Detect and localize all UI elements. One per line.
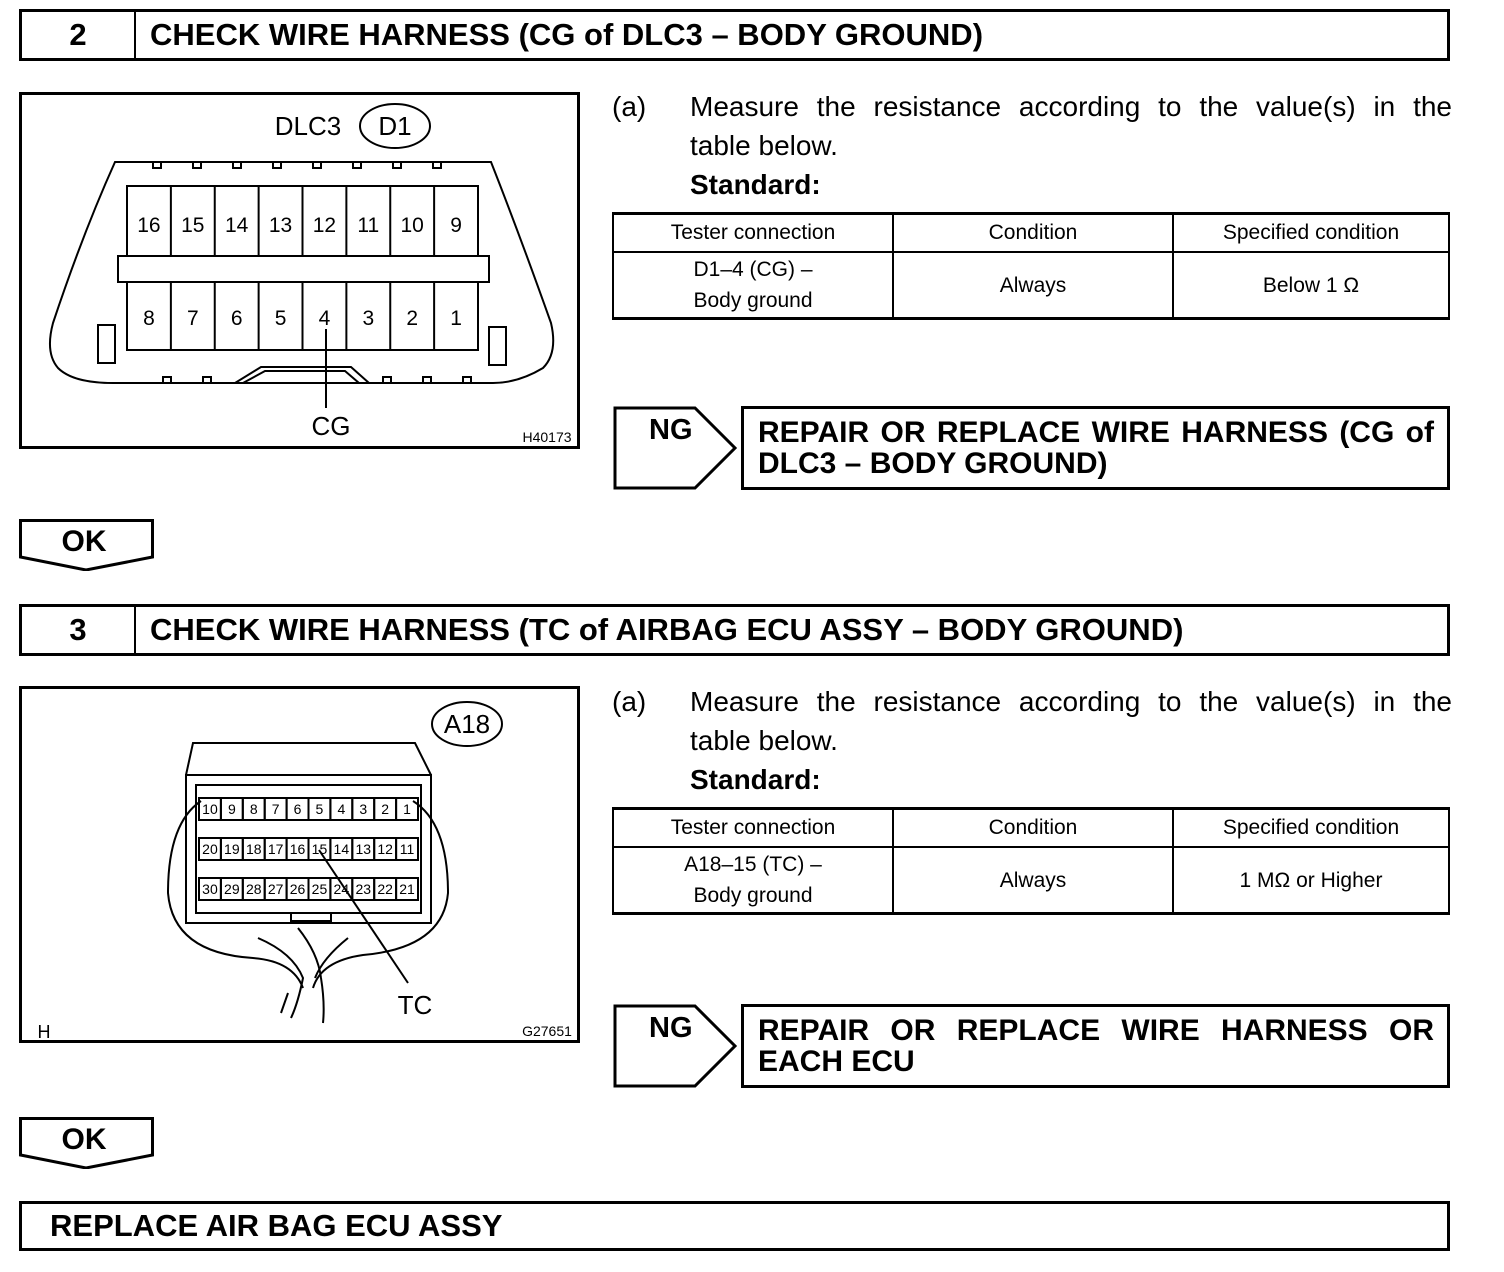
ng-action-line-2: DLC3 – BODY GROUND) bbox=[758, 447, 1108, 480]
pin-label: 5 bbox=[274, 307, 287, 330]
dlc3-connector-diagram bbox=[22, 95, 583, 452]
pin-label: 9 bbox=[227, 801, 236, 817]
pin-label: 16 bbox=[137, 214, 161, 237]
cell-condition: Always bbox=[893, 252, 1173, 319]
table-header-row bbox=[613, 809, 1449, 848]
standard-label: Standard: bbox=[690, 169, 821, 200]
header-tester-connection: Tester connection bbox=[613, 809, 893, 848]
ok-arrow bbox=[19, 519, 155, 571]
pin-label: 6 bbox=[293, 801, 302, 817]
instruction-label: (a) bbox=[612, 686, 647, 717]
step-3-instruction bbox=[612, 682, 1452, 802]
pin-label: 27 bbox=[267, 881, 284, 897]
ng-action-line-1: REPAIR OR REPLACE WIRE HARNESS (CG of bbox=[758, 416, 1434, 449]
pin-label: 4 bbox=[337, 801, 346, 817]
ok-label: OK bbox=[61, 1123, 107, 1156]
header-specified-condition: Specified condition bbox=[1173, 214, 1449, 253]
pin-label: 10 bbox=[202, 801, 218, 817]
pin-label: 11 bbox=[399, 841, 415, 857]
pin-label: 3 bbox=[359, 801, 368, 817]
pin-label: 1 bbox=[450, 307, 462, 330]
pin-label: 1 bbox=[403, 801, 411, 817]
header-condition: Condition bbox=[893, 809, 1173, 848]
instruction-line-2: table below. bbox=[690, 725, 838, 756]
table-row bbox=[613, 252, 1449, 319]
cell-tester-connection bbox=[613, 847, 893, 914]
ng-action-line-1: REPAIR OR REPLACE WIRE HARNESS OR bbox=[758, 1014, 1434, 1047]
step-2-header bbox=[19, 9, 1450, 61]
ng-action-box bbox=[741, 1004, 1450, 1088]
header-tester-connection: Tester connection bbox=[613, 214, 893, 253]
pin-label: 15 bbox=[181, 214, 205, 237]
pin-label: 5 bbox=[315, 801, 324, 817]
ng-arrow-tag bbox=[613, 406, 741, 490]
pin-label: 14 bbox=[333, 841, 350, 857]
ok-label: OK bbox=[61, 525, 107, 558]
step-2-spec-table bbox=[612, 212, 1450, 320]
a18-connector-diagram bbox=[22, 689, 583, 1046]
tc-callout-label: TC bbox=[397, 990, 433, 1020]
pin-label: 3 bbox=[362, 307, 375, 330]
cell-specified-condition: Below 1 Ω bbox=[1173, 252, 1449, 319]
connection-line-1: A18–15 (TC) – bbox=[684, 853, 822, 876]
pin-label: 7 bbox=[186, 307, 199, 330]
ng-arrow-tag bbox=[613, 1004, 741, 1088]
pin-label: 2 bbox=[406, 307, 419, 330]
step-number: 2 bbox=[22, 12, 136, 58]
ng-action-line-2: EACH ECU bbox=[758, 1045, 915, 1078]
pin-label: 17 bbox=[267, 841, 284, 857]
pin-label: 14 bbox=[225, 214, 249, 237]
pin-label: 9 bbox=[450, 214, 462, 237]
connector-name: DLC3 bbox=[274, 111, 342, 141]
pin-label: 12 bbox=[312, 214, 337, 237]
cg-callout-label: CG bbox=[311, 411, 351, 441]
final-action-box: REPLACE AIR BAG ECU ASSY bbox=[19, 1201, 1450, 1251]
ng-action-box bbox=[741, 406, 1450, 490]
header-condition: Condition bbox=[893, 214, 1173, 253]
pin-label: 2 bbox=[381, 801, 390, 817]
pin-label: 26 bbox=[289, 881, 306, 897]
pin-label: 11 bbox=[357, 214, 380, 237]
cell-condition: Always bbox=[893, 847, 1173, 914]
table-header-row bbox=[613, 214, 1449, 253]
pin-label: 24 bbox=[333, 881, 350, 897]
a18-connector-figure bbox=[19, 686, 580, 1043]
pin-label: 7 bbox=[271, 801, 280, 817]
pin-label: 29 bbox=[224, 881, 240, 897]
step-title: CHECK WIRE HARNESS (TC of AIRBAG ECU ASSY – BODY GROUND) bbox=[150, 612, 1184, 647]
cell-tester-connection bbox=[613, 252, 893, 319]
pin-label: 28 bbox=[245, 881, 262, 897]
instruction-line-1: Measure the resistance according to the value(s) in the bbox=[690, 686, 1452, 717]
pin-label: 12 bbox=[377, 841, 393, 857]
step-title: CHECK WIRE HARNESS (CG of DLC3 – BODY GROUND) bbox=[150, 17, 984, 52]
connection-line-1: D1–4 (CG) – bbox=[693, 258, 813, 281]
pin-label: 25 bbox=[311, 881, 328, 897]
pin-label: 15 bbox=[311, 841, 328, 857]
pin-label: 30 bbox=[202, 881, 218, 897]
pin-label: 6 bbox=[230, 307, 243, 330]
figure-corner-label: H bbox=[37, 1022, 51, 1042]
pin-label: 16 bbox=[289, 841, 306, 857]
ng-label: NG bbox=[649, 1012, 693, 1044]
instruction-line-2: table below. bbox=[690, 130, 838, 161]
step-2-instruction bbox=[612, 87, 1452, 207]
instruction-label: (a) bbox=[612, 91, 647, 122]
pin-label: 4 bbox=[318, 307, 331, 330]
figure-code: G27651 bbox=[522, 1023, 572, 1039]
step-3-spec-table bbox=[612, 807, 1450, 915]
standard-label: Standard: bbox=[690, 764, 821, 795]
pin-label: 21 bbox=[399, 881, 415, 897]
connector-id: A18 bbox=[443, 709, 491, 739]
pin-label: 8 bbox=[143, 307, 155, 330]
pin-label: 8 bbox=[249, 801, 258, 817]
pin-label: 23 bbox=[355, 881, 372, 897]
table-row bbox=[613, 847, 1449, 914]
pin-label: 13 bbox=[355, 841, 372, 857]
connection-line-2: Body ground bbox=[693, 289, 813, 312]
connection-line-2: Body ground bbox=[693, 884, 813, 907]
ok-arrow bbox=[19, 1117, 155, 1169]
pin-label: 19 bbox=[224, 841, 240, 857]
cell-specified-condition: 1 MΩ or Higher bbox=[1173, 847, 1449, 914]
pin-label: 20 bbox=[202, 841, 218, 857]
pin-label: 10 bbox=[400, 214, 424, 237]
step-number: 3 bbox=[22, 607, 136, 653]
pin-label: 18 bbox=[245, 841, 262, 857]
ng-label: NG bbox=[649, 414, 693, 446]
header-specified-condition: Specified condition bbox=[1173, 809, 1449, 848]
instruction-line-1: Measure the resistance according to the value(s) in the bbox=[690, 91, 1452, 122]
connector-id: D1 bbox=[378, 111, 412, 141]
figure-code: H40173 bbox=[522, 429, 572, 445]
dlc3-connector-figure bbox=[19, 92, 580, 449]
pin-label: 22 bbox=[377, 881, 393, 897]
pin-label: 13 bbox=[268, 214, 293, 237]
step-3-header bbox=[19, 604, 1450, 656]
